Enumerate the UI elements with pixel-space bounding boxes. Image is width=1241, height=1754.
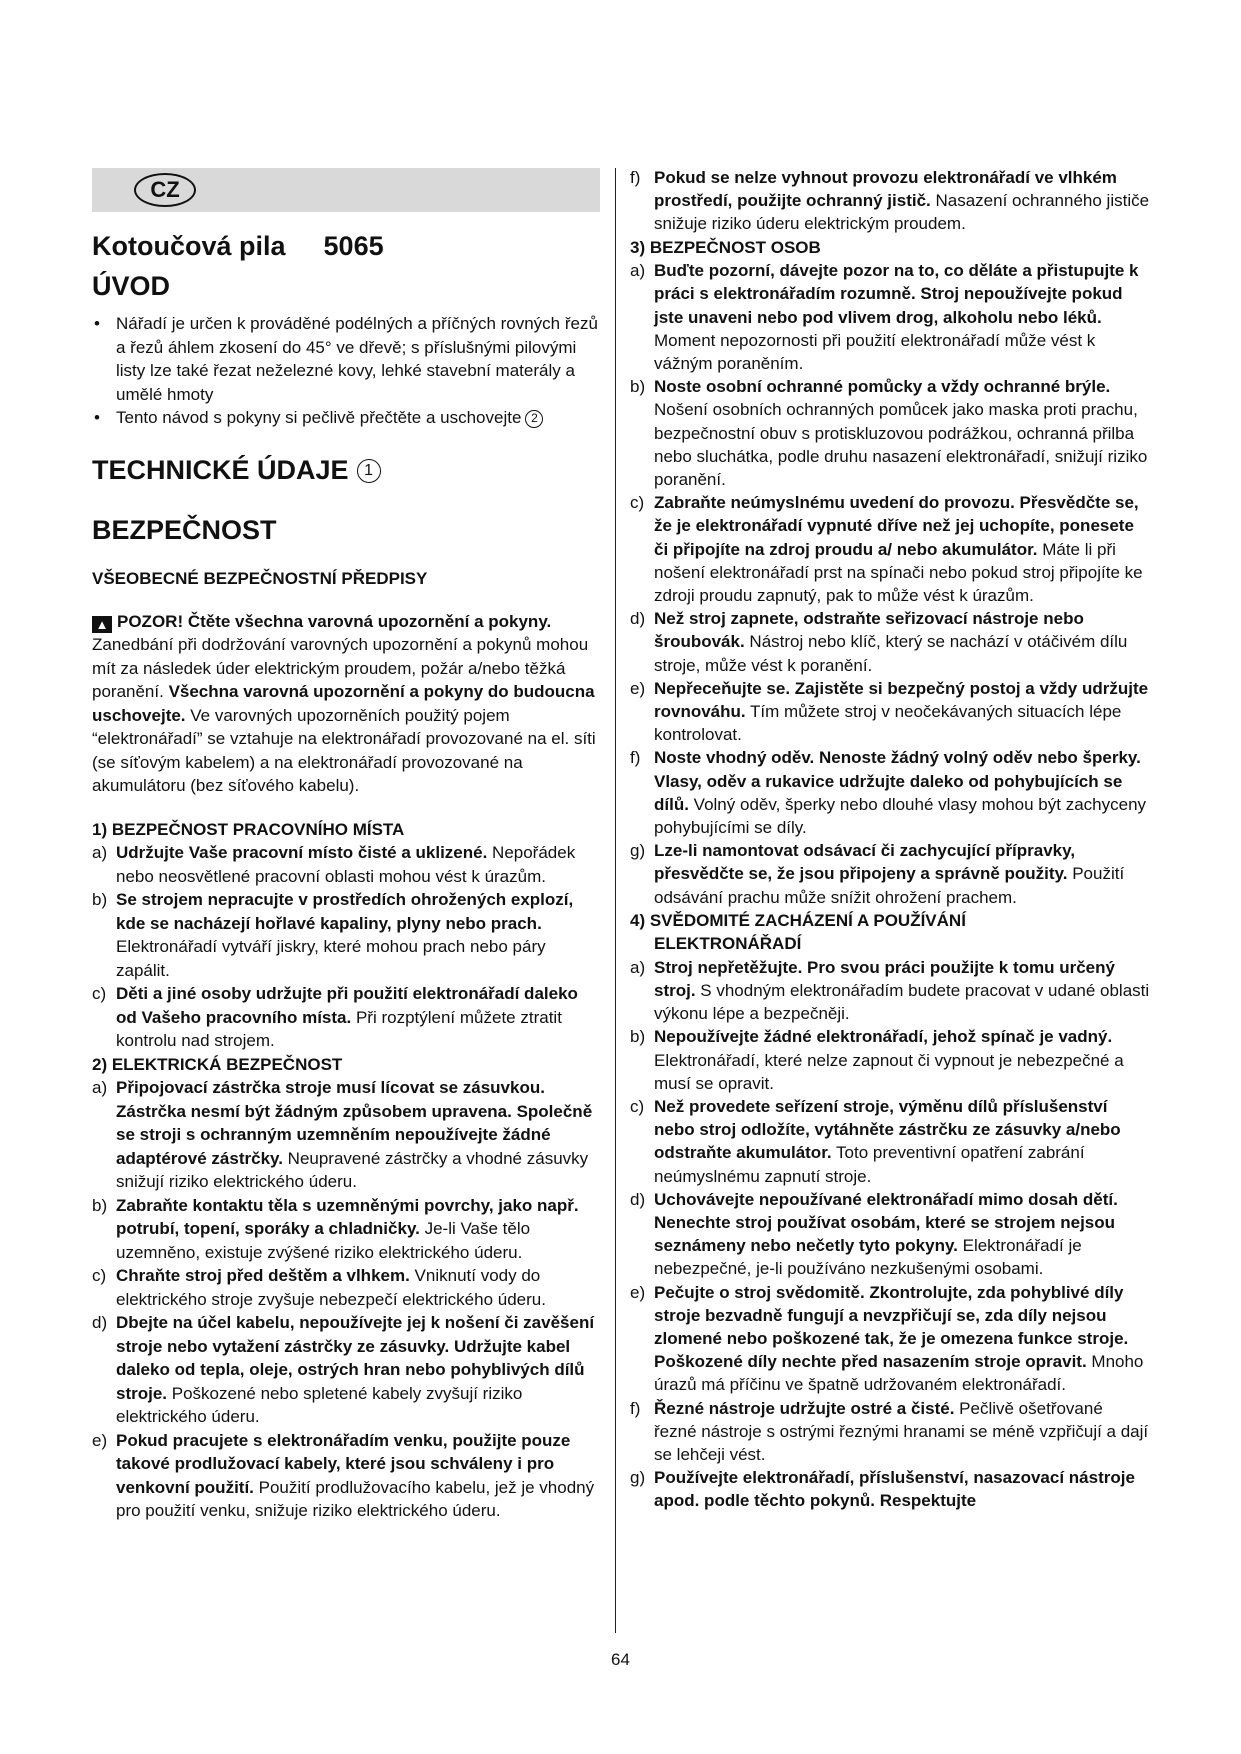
section-2-continued	[630, 166, 1150, 236]
list-item	[630, 607, 1150, 677]
section-heading-uvod: ÚVOD	[92, 271, 171, 301]
item-bold: Lze-li namontovat odsávací či zachycující přípravky, přesvědčte se, že jsou připojeny a správně použity.	[654, 841, 1076, 884]
item-bold: Noste vhodný oděv. Nenoste žádný volný oděv nebo šperky. Vlasy, oděv a rukavice udržujte daleko od pohybujících se dílů.	[654, 748, 1141, 814]
item-label: c)	[92, 984, 107, 1003]
list-item	[92, 1311, 600, 1429]
item-bold: Řezné nástroje udržujte ostré a čisté.	[654, 1398, 955, 1418]
section-heading-safety: BEZPEČNOST	[92, 514, 277, 545]
item-bold: Používejte elektronářadí, příslušenství, nasazovací nástroje apod. podle těchto pokynů. Respektujte	[654, 1468, 1135, 1511]
warning-paragraph	[92, 610, 600, 798]
list-item	[630, 677, 1150, 747]
list-item	[630, 491, 1150, 607]
item-bold: Se strojem nepracujte v prostředích ohrožených explozí, kde se nacházejí hořlavé kapaliny, plyny nebo prach.	[116, 890, 574, 933]
item-bold: Než provedete seřízení stroje, výměnu dílů příslušenství nebo stroj odložíte, vytáhněte zástrčku ze zásuvky a/nebo odstraňte akumulátor.	[654, 1097, 1121, 1163]
item-label: b)	[630, 1027, 646, 1047]
list-item	[92, 1076, 600, 1194]
tech-heading-text: TECHNICKÉ ÚDAJE	[92, 454, 349, 485]
item-label: e)	[630, 1282, 646, 1302]
item-label: c)	[630, 1097, 645, 1117]
item-text: Použití odsávání prachu může snížit ohrožení prachem.	[654, 864, 1125, 907]
item-bold: Udržujte Vaše pracovní místo čisté a uklizené.	[116, 843, 488, 862]
item-bold: Zabraňte kontaktu těla s uzemněnými povrchy, jako např. potrubí, topení, sporáky a chladničky.	[116, 1195, 579, 1238]
item-text: Elektronářadí vytváří jiskry, které mohou prach nebo páry zapálit.	[116, 937, 546, 980]
item-label: b)	[92, 890, 108, 909]
general-safety-heading: VŠEOBECNÉ BEZPEČNOSTNÍ PŘEDPISY	[92, 568, 428, 588]
figure-ref-icon: 1	[357, 459, 381, 483]
item-label: a)	[92, 1078, 108, 1097]
item-text: Nepořádek nebo neosvětlené pracovní oblasti mohou vést k úrazům.	[116, 843, 576, 886]
list-item	[630, 1095, 1150, 1188]
item-text: Elektronářadí je nebezpečné, je-li používáno nezkušenými osobami.	[654, 1236, 1082, 1279]
warning-bold-1: POZOR! Čtěte všechna varovná upozornění a pokyny.	[117, 611, 552, 631]
item-text: Nošení osobních ochranných pomůcek jako maska proti prachu, bezpečnostní obuv s protiskluzovou podrážkou, ochranná přilba nebo sluchátka, podle druhu nasazení elektronářadí, snižují riziko poranění.	[654, 400, 1148, 489]
list-item	[92, 1264, 600, 1311]
item-label: b)	[630, 377, 646, 397]
item-label: d)	[630, 1189, 646, 1209]
section-heading-tech	[92, 450, 600, 490]
section-4-title: 4) SVĚDOMITÉ ZACHÁZENÍ A POUŽÍVÁNÍ	[630, 910, 966, 930]
figure-ref-icon: 2	[525, 410, 543, 428]
item-bold: Dbejte na účel kabelu, nepoužívejte jej k nošení či zavěšení stroje nebo vytažení zástrčky ze zásuvky. Udržujte kabel daleko od tepla, oleje, ostrých hran nebo pohyblivých dílů stroje.	[116, 1313, 595, 1403]
item-label: a)	[92, 843, 108, 862]
section-3-title: 3) BEZPEČNOST OSOB	[630, 237, 821, 257]
item-bold: Pokud se nelze vyhnout provozu elektronářadí ve vlhkém prostředí, použijte ochranný jistič.	[654, 168, 1117, 211]
list-item	[630, 375, 1150, 491]
item-bold: Pečujte o stroj svědomitě. Zkontrolujte, zda pohyblivé díly stroje bezvadně fungují a nevzpřičují se, zda díly nejsou zlomené nebo poškozené tak, že je omezena funkce stroje. Poškozené díly nechte před nasazením stroje opravit.	[654, 1282, 1129, 1372]
item-bold: Chraňte stroj před deštěm a vlhkem.	[116, 1266, 410, 1285]
item-label: f)	[630, 1398, 641, 1418]
product-model: 5065	[323, 231, 384, 261]
list-item	[92, 1429, 600, 1523]
item-label: g)	[630, 1468, 646, 1488]
list-item	[92, 841, 600, 888]
product-title	[92, 226, 600, 266]
section-4-items	[630, 956, 1150, 1513]
section-3-items	[630, 259, 1150, 909]
item-label: c)	[630, 493, 645, 513]
item-text: Mnoho úrazů má příčinu ve špatně udržovaném elektronářadí.	[654, 1352, 1144, 1395]
product-name: Kotoučová pila	[92, 231, 286, 261]
column-divider	[615, 168, 616, 1633]
item-text: Poškozené nebo spletené kabely zvyšují riziko elektrického úderu.	[116, 1383, 523, 1426]
bullet-text: Tento návod s pokyny si pečlivě přečtěte a uschovejte	[116, 408, 522, 427]
section-1-items	[92, 841, 600, 1053]
item-text: Nasazení ochranného jističe snižuje riziko úderu elektrickým proudem.	[654, 191, 1150, 234]
language-bar	[92, 168, 600, 212]
item-text: Tím můžete stroj v neočekávaných situacích lépe kontrolovat.	[654, 701, 1122, 745]
list-item	[630, 1025, 1150, 1095]
item-bold: Děti a jiné osoby udržujte při použití elektronářadí daleko od Vašeho pracovního místa.	[116, 984, 578, 1027]
intro-bullet	[92, 406, 600, 430]
warning-text-2: Ve varovných upozorněních použitý pojem “elektronářadí” se vztahuje na elektronářadí provozované na el. síti (se síťovým kabelem) a na elektronářadí provozované na akumulátoru (bez síťového kabelu).	[92, 705, 596, 795]
list-item	[630, 259, 1150, 375]
bullet-text: Nářadí je určen k prováděné podélných a příčných rovných řezů a řezů áhlem zkosení do 45° ve dřevě; s příslušnými pilovými listy lze také řezat neželezné kovy, lehké stavební materály a umělé hmoty	[116, 314, 598, 404]
item-bold: Uchovávejte nepoužívané elektronářadí mimo dosah dětí. Nenechte stroj používat osobám, které se strojem nejsou seznámeny nebo nečetly tyto pokyny.	[654, 1189, 1118, 1256]
item-text: Při rozptýlení můžete ztratit kontrolu nad strojem.	[116, 1007, 562, 1050]
item-text: Nástroj nebo klíč, který se nachází v otáčivém dílu stroje, může vést k poranění.	[654, 632, 1128, 675]
section-2-title: 2) ELEKTRICKÁ BEZPEČNOST	[92, 1054, 343, 1074]
item-bold: Nepoužívejte žádné elektronářadí, jehož spínač je vadný.	[654, 1027, 1113, 1047]
item-bold: Pokud pracujete s elektronářadím venku, použijte pouze takové prodlužovací kabely, které jsou schváleny i pro venkovní použití.	[116, 1430, 571, 1497]
item-text: Elektronářadí, které nelze zapnout či vypnout je nebezpečné a musí se opravit.	[654, 1050, 1124, 1093]
item-text: Moment nepozornosti při použití elektronářadí může vést k vážným poraněním.	[654, 330, 1096, 373]
item-text: Vniknutí vody do elektrického stroje zvyšuje nebezpečí elektrického úderu.	[116, 1266, 546, 1309]
item-bold: Nepřeceňujte se. Zajistěte si bezpečný postoj a vždy udržujte rovnováhu.	[654, 678, 1149, 721]
item-bold: Stroj nepřetěžujte. Pro svou práci použijte k tomu určený stroj.	[654, 957, 1115, 1000]
list-item	[630, 1466, 1150, 1512]
item-text: Toto preventivní opatření zabrání neúmyslnému zapnutí stroje.	[654, 1143, 1085, 1186]
intro-bullets	[92, 312, 600, 430]
warning-bold-2: Všechna varovná upozornění a pokyny do budoucna uschovejte.	[92, 682, 595, 725]
item-label: a)	[630, 261, 646, 281]
item-label: e)	[630, 678, 646, 698]
section-1-title: 1) BEZPEČNOST PRACOVNÍHO MÍSTA	[92, 819, 405, 839]
language-badge: CZ	[134, 173, 196, 207]
item-text: S vhodným elektronářadím budete pracovat v udané oblasti výkonu lépe a bezpečněji.	[654, 981, 1150, 1024]
item-label: c)	[92, 1266, 107, 1285]
item-text: Neupravené zástrčky a vhodné zásuvky snižují riziko elektrického úderu.	[116, 1148, 589, 1191]
item-label: f)	[630, 748, 641, 768]
item-label: d)	[630, 609, 646, 629]
list-item	[92, 888, 600, 982]
item-label: b)	[92, 1195, 108, 1215]
item-bold: Noste osobní ochranné pomůcky a vždy ochranné brýle.	[654, 377, 1111, 397]
left-column	[92, 168, 600, 1523]
section-2-items	[92, 1076, 600, 1523]
warning-text-1: Zanedbání při dodržování varovných upozornění a pokynů mohou mít za následek úder elektrickým proudem, požár a/nebo těžká poranění.	[92, 635, 589, 701]
item-label: f)	[630, 168, 641, 187]
page-number: 64	[611, 1650, 630, 1669]
intro-bullet	[92, 312, 600, 406]
section-4-title-line2: ELEKTRONÁŘADÍ	[654, 934, 802, 954]
item-text: Volný oděv, šperky nebo dlouhé vlasy mohou být zachyceny pohybujícími se díly.	[654, 794, 1147, 837]
item-text: Máte li při nošení elektronářadí prst na spínači nebo pokud stroj připojíte ke zdroji proudu zapnutý, pak to může vést k úrazům.	[654, 539, 1143, 605]
item-bold: Buďte pozorní, dávejte pozor na to, co děláte a přistupujte k práci s elektronářadím rozumně. Stroj nepoužívejte pokud jste unaveni nebo pod vlivem drog, alkoholu nebo léků.	[654, 261, 1139, 327]
list-item	[92, 1194, 600, 1265]
list-item	[630, 166, 1150, 236]
item-bold: Než stroj zapnete, odstraňte seřizovací nástroje nebo šroubovák.	[654, 609, 1084, 652]
list-item	[92, 982, 600, 1053]
item-label: e)	[92, 1430, 108, 1450]
list-item	[630, 839, 1150, 909]
item-text: Pečlivě ošetřované řezné nástroje s ostrými řeznými hranami se méně vzpřičují a dají se lehčeji vést.	[654, 1398, 1149, 1465]
right-column	[630, 166, 1150, 1513]
warning-triangle-icon: ▲	[92, 616, 112, 633]
list-item	[630, 1188, 1150, 1281]
list-item	[630, 1281, 1150, 1397]
item-label: d)	[92, 1313, 108, 1332]
list-item	[630, 1397, 1150, 1467]
item-bold: Zabraňte neúmyslnému uvedení do provozu. Přesvědčte se, že je elektronářadí vypnuté dříve než jej uchopíte, ponesete či připojíte na zdroj proudu a/ nebo akumulátor.	[654, 493, 1139, 559]
list-item	[630, 956, 1150, 1026]
list-item	[630, 746, 1150, 839]
item-bold: Připojovací zástrčka stroje musí lícovat se zásuvkou. Zástrčka nesmí být žádným způsobem upravena. Společně se stroji s ochranným uzemněním nepoužívejte žádné adaptérové zástrčky.	[116, 1078, 593, 1168]
item-label: g)	[630, 841, 646, 861]
item-text: Použití prodlužovacího kabelu, jež je vhodný pro použití venku, snižuje riziko elektrického úderu.	[116, 1477, 595, 1520]
item-text: Je-li Vaše tělo uzemněno, existuje zvýšené riziko elektrického úderu.	[116, 1219, 531, 1262]
item-label: a)	[630, 957, 646, 977]
